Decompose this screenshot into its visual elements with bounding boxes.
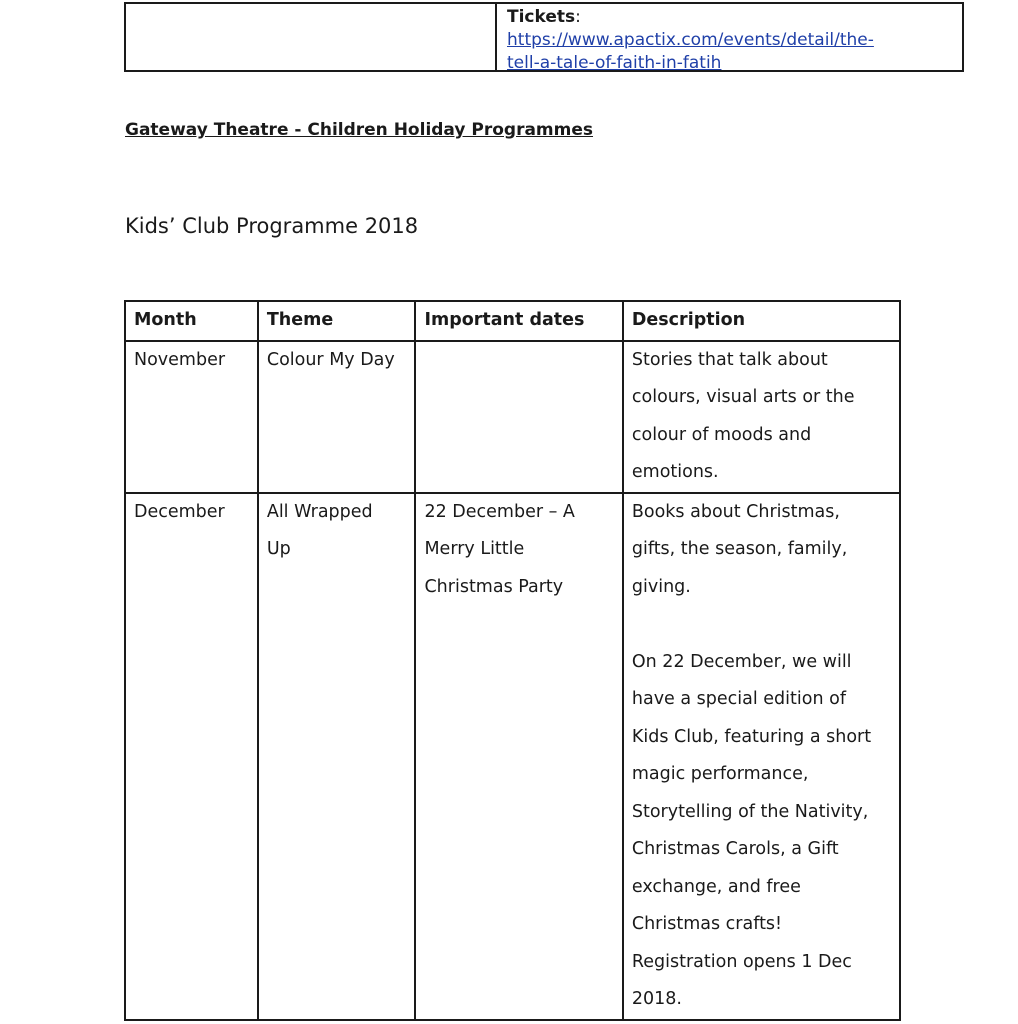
dates-line: 22 December – A	[424, 501, 575, 522]
page-title: Kids’ Club Programme 2018	[125, 214, 419, 238]
table-row	[125, 493, 900, 1020]
description-line: exchange, and free	[631, 876, 801, 897]
description-line: Books about Christmas,	[631, 501, 840, 522]
table-header-row	[125, 301, 900, 341]
cell-month: December	[125, 493, 258, 1020]
cell-month: November	[125, 341, 258, 493]
tickets-table	[124, 2, 964, 72]
description-line: Stories that talk about	[631, 349, 828, 370]
description-line: Storytelling of the Nativity,	[631, 801, 869, 822]
description-line: have a special edition of	[631, 689, 846, 709]
cell-dates	[415, 341, 622, 493]
empty-cell	[126, 4, 497, 70]
description-line: magic performance,	[631, 764, 809, 784]
header-dates: Important dates	[415, 301, 622, 341]
description-line: Registration opens 1 Dec	[631, 951, 852, 972]
tickets-link-line2[interactable]: tell-a-tale-of-faith-in-fatih	[507, 53, 722, 73]
description-blank-line	[632, 606, 891, 644]
table-row	[125, 341, 900, 493]
tickets-label: Tickets	[507, 7, 576, 27]
description-line: Kids Club, featuring a short	[631, 726, 872, 747]
header-theme: Theme	[258, 301, 416, 341]
description-line: emotions.	[631, 462, 719, 482]
description-line: gifts, the season, family,	[631, 539, 848, 559]
description-line: Christmas Carols, a Gift	[631, 839, 839, 859]
tickets-cell	[497, 4, 962, 73]
description-line: colour of moods and	[631, 424, 812, 445]
dates-line: Christmas Party	[424, 576, 564, 597]
description-line: Christmas crafts!	[631, 914, 783, 934]
tickets-link[interactable]	[507, 30, 874, 73]
description-line: colours, visual arts or the	[631, 387, 855, 407]
programme-table	[124, 300, 901, 1021]
tickets-link-line1[interactable]: https://www.apactix.com/events/detail/the-	[507, 30, 874, 50]
header-description: Description	[623, 301, 900, 341]
theme-line: Up	[266, 539, 291, 559]
tickets-colon: :	[575, 7, 581, 27]
description-line: On 22 December, we will	[631, 651, 852, 672]
section-heading: Gateway Theatre - Children Holiday Programmes	[125, 120, 594, 140]
cell-description	[623, 493, 900, 1020]
header-month: Month	[125, 301, 258, 341]
description-line: 2018.	[631, 989, 682, 1009]
description-line: giving.	[631, 576, 691, 597]
cell-theme	[258, 493, 416, 1020]
cell-dates	[415, 493, 622, 1020]
theme-line: All Wrapped	[266, 501, 373, 522]
cell-description	[623, 341, 900, 493]
cell-theme: Colour My Day	[258, 341, 416, 493]
dates-line: Merry Little	[424, 539, 525, 559]
